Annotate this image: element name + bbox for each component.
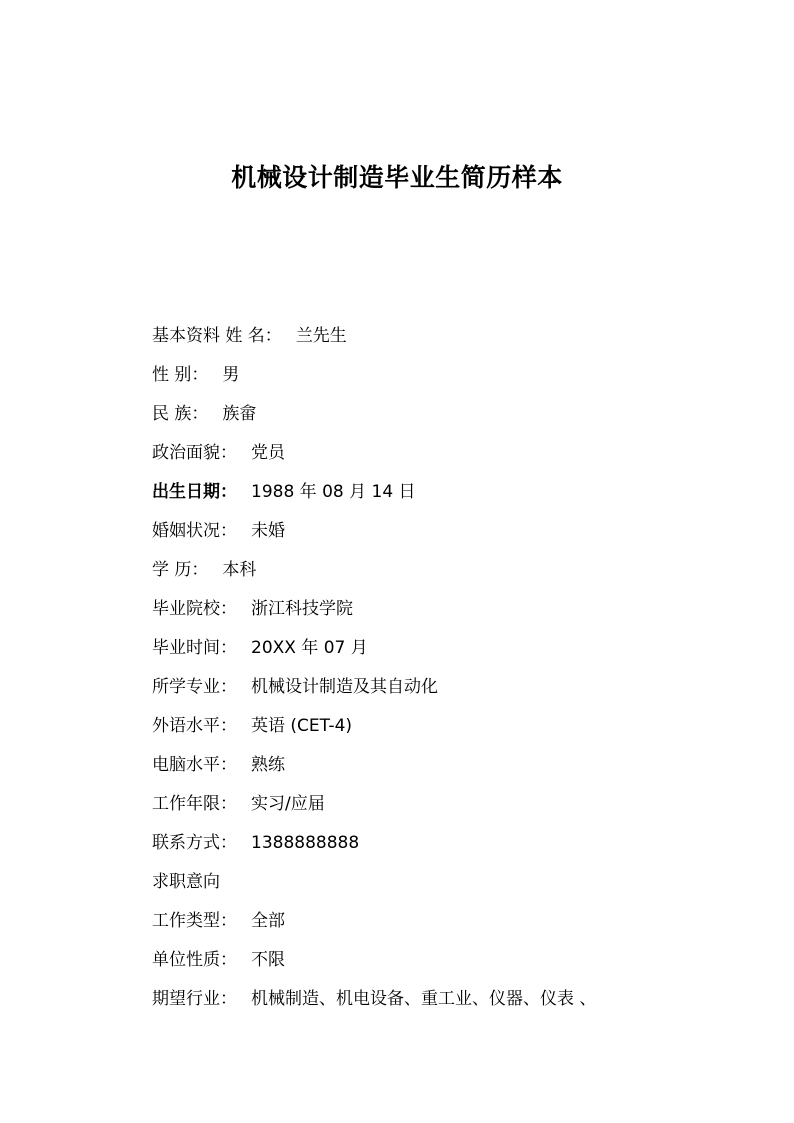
field-label: 外语水平： [152, 716, 237, 736]
field-label: 期望行业： [152, 989, 237, 1009]
field-row-work-years [152, 791, 752, 830]
field-value: 党员 [251, 443, 285, 463]
field-row-education [152, 557, 752, 596]
field-value: 本科 [222, 560, 257, 580]
field-row-company-type [152, 947, 752, 986]
field-label: 单位性质： [152, 950, 237, 970]
field-value: 英语 (CET-4) [251, 716, 353, 736]
field-row-language [152, 713, 752, 752]
field-row-political-status [152, 440, 752, 479]
field-value: 1388888888 [251, 833, 360, 853]
resume-fields [152, 323, 752, 1025]
field-row-birth-date [152, 479, 752, 518]
field-label: 民 族： [152, 404, 209, 424]
field-label: 出生日期： [152, 482, 237, 502]
field-row-major [152, 674, 752, 713]
field-value: 兰先生 [295, 326, 347, 346]
field-row-school [152, 596, 752, 635]
field-value: 机械制造、机电设备、重工业、仪器、仪表 、 [251, 989, 597, 1009]
field-row-gender [152, 362, 752, 401]
field-label: 工作类型： [152, 911, 237, 931]
field-value: 浙江科技学院 [251, 599, 353, 619]
field-value: 不限 [251, 950, 285, 970]
field-label: 政治面貌： [152, 443, 237, 463]
field-row-ethnicity [152, 401, 752, 440]
field-label: 联系方式： [152, 833, 237, 853]
field-value: 未婚 [251, 521, 285, 541]
field-value: 20XX 年 07 月 [251, 638, 368, 658]
field-value: 男 [222, 365, 240, 385]
field-row-graduation-date [152, 635, 752, 674]
field-row-job-type [152, 908, 752, 947]
field-row-contact [152, 830, 752, 869]
field-row-computer-skill [152, 752, 752, 791]
field-label: 毕业时间： [152, 638, 237, 658]
field-value: 熟练 [251, 755, 285, 775]
field-label: 婚姻状况： [152, 521, 237, 541]
section-heading: 求职意向 [152, 872, 220, 892]
field-label: 基本资料 姓 名： [152, 326, 282, 346]
field-row-name [152, 323, 752, 362]
field-value: 全部 [251, 911, 285, 931]
field-value: 实习/应届 [251, 794, 325, 814]
field-value: 1988 年 08 月 14 日 [251, 482, 416, 502]
field-row-expected-industry [152, 986, 752, 1025]
field-label: 工作年限： [152, 794, 237, 814]
field-label: 毕业院校： [152, 599, 237, 619]
document-title: 机械设计制造毕业生简历样本 [231, 163, 563, 192]
field-label: 性 别： [152, 365, 209, 385]
field-label: 所学专业： [152, 677, 237, 697]
section-heading-job-intention [152, 869, 752, 908]
field-value: 机械设计制造及其自动化 [251, 677, 438, 697]
field-row-marital-status [152, 518, 752, 557]
field-label: 电脑水平： [152, 755, 237, 775]
field-value: 族畲 [222, 404, 257, 424]
field-label: 学 历： [152, 560, 209, 580]
